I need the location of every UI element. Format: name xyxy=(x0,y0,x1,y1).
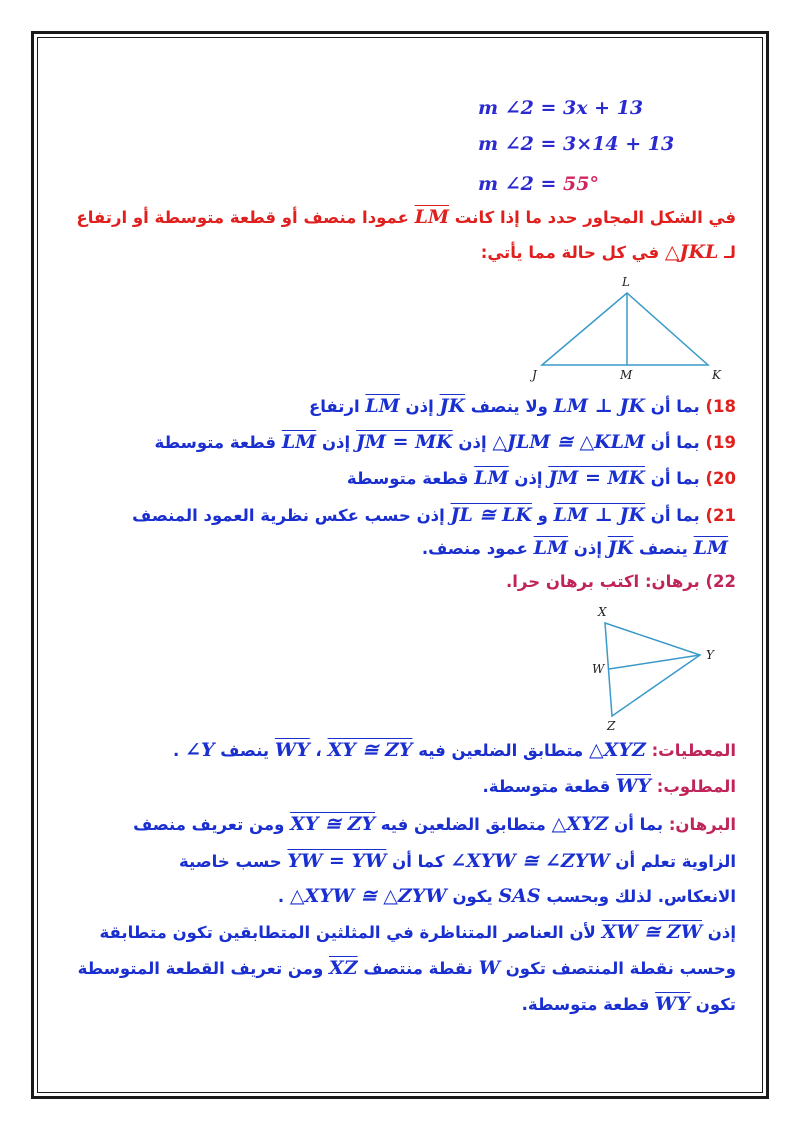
math-expr: $\overline{WY}$ xyxy=(616,775,651,797)
question-20 xyxy=(347,467,736,489)
math-expr: $\overline{LM}$ xyxy=(281,431,317,453)
text: عمود منصف. xyxy=(421,539,528,558)
triangle-xyz-figure xyxy=(585,603,725,733)
vertex-label-j: J xyxy=(532,368,537,382)
text: لأن العناصر المتناظرة في المثلثين المتطابقين تكون متطابقة xyxy=(99,923,596,942)
question-18 xyxy=(309,395,736,417)
triangle-jkl: △JKL xyxy=(664,241,719,263)
question-text: برهان: اكتب برهان حرا. xyxy=(506,572,700,591)
text: يكون xyxy=(452,887,493,906)
proof-label: البرهان: xyxy=(668,815,736,834)
math-expr: $\overline{JK}$ xyxy=(607,537,634,559)
text: الانعكاس. لذلك وبحسب xyxy=(546,887,736,906)
math-expr: SAS xyxy=(498,885,541,907)
math-expr: JM = MK xyxy=(355,431,453,453)
text: حسب خاصية xyxy=(178,852,282,871)
required-line xyxy=(483,775,736,797)
text: متطابق الضلعين فيه xyxy=(380,815,546,834)
intro-line-2 xyxy=(481,241,736,263)
text: كما أن xyxy=(392,852,445,871)
required-label: المطلوب: xyxy=(656,777,736,796)
text: إذن xyxy=(458,433,487,452)
text: بما أن xyxy=(650,397,700,416)
math-expr: $\overline{LM}$ xyxy=(693,537,728,559)
text: بما أن xyxy=(650,469,700,488)
math-expr: $\overline{LM}$ xyxy=(365,395,400,417)
math-expr: $\overline{JK}$ xyxy=(439,395,466,417)
equation-3 xyxy=(478,173,599,195)
math-expr: JM = MK xyxy=(548,467,646,489)
math-expr: YW = YW xyxy=(287,850,387,872)
vertex-label-w: W xyxy=(592,662,605,676)
segment-wy-line xyxy=(609,655,700,669)
text: إذن xyxy=(321,433,351,452)
proof-line-6 xyxy=(522,993,736,1015)
text: بما أن xyxy=(650,433,700,452)
question-number: 21) xyxy=(705,506,736,525)
text: الزاوية تعلم أن xyxy=(615,852,736,871)
math-expr: XY ≅ ZY xyxy=(327,739,413,761)
proof-line-2 xyxy=(179,850,736,872)
math-expr: △XYW ≅ △ZYW xyxy=(289,885,447,907)
triangle-jkl-shape xyxy=(542,293,708,365)
math-expr: $\overline{LM}$ xyxy=(474,467,509,489)
math-expr: $\overline{WY}$ xyxy=(655,993,691,1015)
equation-rhs: 3×14 + 13 xyxy=(563,133,675,155)
proof-line-1 xyxy=(133,813,736,835)
vertex-label-x: X xyxy=(598,605,607,619)
intro-text: في كل حالة مما يأتي: xyxy=(480,243,660,262)
text: تكون xyxy=(695,995,736,1014)
equation-lhs: m ∠2 = xyxy=(478,173,564,195)
intro-line-1 xyxy=(76,206,736,228)
given-label: المعطيات: xyxy=(651,741,736,760)
worksheet-page xyxy=(60,85,736,1045)
proof-line-3 xyxy=(278,885,736,907)
text: ومن تعريف القطعة المتوسطة xyxy=(77,959,324,978)
math-expr: $\overline{XZ}$ xyxy=(328,957,358,979)
vertex-label-l: L xyxy=(622,275,630,289)
proof-line-5 xyxy=(78,957,736,979)
text: إذن xyxy=(707,923,736,942)
vertex-label-k: K xyxy=(712,368,721,382)
question-22 xyxy=(506,572,736,591)
text: ينصف xyxy=(220,741,270,760)
triangle-xyz-shape xyxy=(605,623,700,716)
text: ينصف xyxy=(639,539,688,558)
math-expr: △JLM ≅ △KLM xyxy=(492,431,646,453)
math-expr: LM ⊥ JK xyxy=(553,504,646,526)
intro-text: لـ xyxy=(724,243,736,262)
question-number: 22) xyxy=(705,572,736,591)
math-expr: XW ≅ ZW xyxy=(601,921,703,943)
intro-text: عمودا منصف أو قطعة متوسطة أو ارتفاع xyxy=(76,208,409,227)
text: إذن xyxy=(573,539,602,558)
equation-lhs: m ∠2 = xyxy=(478,133,564,155)
math-expr: ∠XYW ≅ ∠ZYW xyxy=(450,850,610,872)
text: . xyxy=(173,741,180,760)
vertex-label-m: M xyxy=(620,368,633,382)
math-expr: ∠Y xyxy=(185,739,215,761)
math-expr: W xyxy=(478,957,500,979)
vertex-label-y: Y xyxy=(706,648,714,662)
question-21 xyxy=(132,504,736,526)
vertex-label-z: Z xyxy=(607,719,616,733)
text: بما أن xyxy=(650,506,700,525)
equation-rhs: 3x + 13 xyxy=(563,97,644,119)
text: قطعة متوسطة. xyxy=(482,777,611,796)
text: . xyxy=(277,887,285,906)
math-expr: JL ≅ LK xyxy=(450,504,532,526)
text: ، xyxy=(315,741,322,760)
text: ارتفاع xyxy=(308,397,360,416)
equation-1 xyxy=(478,97,643,119)
equation-lhs: m ∠2 = xyxy=(478,97,564,119)
text: متطابق الضلعين فيه xyxy=(418,741,584,760)
text: إذن xyxy=(405,397,434,416)
equation-result: 55° xyxy=(563,173,599,195)
math-expr: △XYZ xyxy=(589,739,646,761)
math-expr: $\overline{LM}$ xyxy=(533,537,569,559)
question-number: 19) xyxy=(705,433,736,452)
text: ومن تعريف منصف xyxy=(133,815,285,834)
text: و xyxy=(537,506,548,525)
text: نقطة منتصف xyxy=(363,959,473,978)
text: ولا ينصف xyxy=(470,397,548,416)
math-expr: XY ≅ ZY xyxy=(290,813,376,835)
text: قطعة متوسطة. xyxy=(521,995,650,1014)
math-expr: △XYZ xyxy=(551,813,609,835)
proof-line-4 xyxy=(100,921,736,943)
triangle-jkl-figure xyxy=(520,275,730,385)
text: إذن حسب عكس نظرية العمود المنصف xyxy=(132,506,445,525)
text: وحسب نقطة المنتصف تكون xyxy=(505,959,736,978)
text: قطعة متوسطة xyxy=(154,433,277,452)
math-expr: LM ⊥ JK xyxy=(553,395,646,417)
question-number: 18) xyxy=(705,397,736,416)
text: قطعة متوسطة xyxy=(346,469,469,488)
question-19 xyxy=(155,431,736,453)
segment-lm: $\overline{LM}$ xyxy=(414,206,450,228)
question-number: 20) xyxy=(705,469,736,488)
intro-text: في الشكل المجاور حدد ما إذا كانت xyxy=(454,208,736,227)
given-line xyxy=(173,739,736,761)
text: بما أن xyxy=(614,815,664,834)
equation-2 xyxy=(478,133,674,155)
text: إذن xyxy=(514,469,543,488)
question-21-line-2 xyxy=(422,537,728,559)
math-expr: $\overline{WY}$ xyxy=(274,739,310,761)
